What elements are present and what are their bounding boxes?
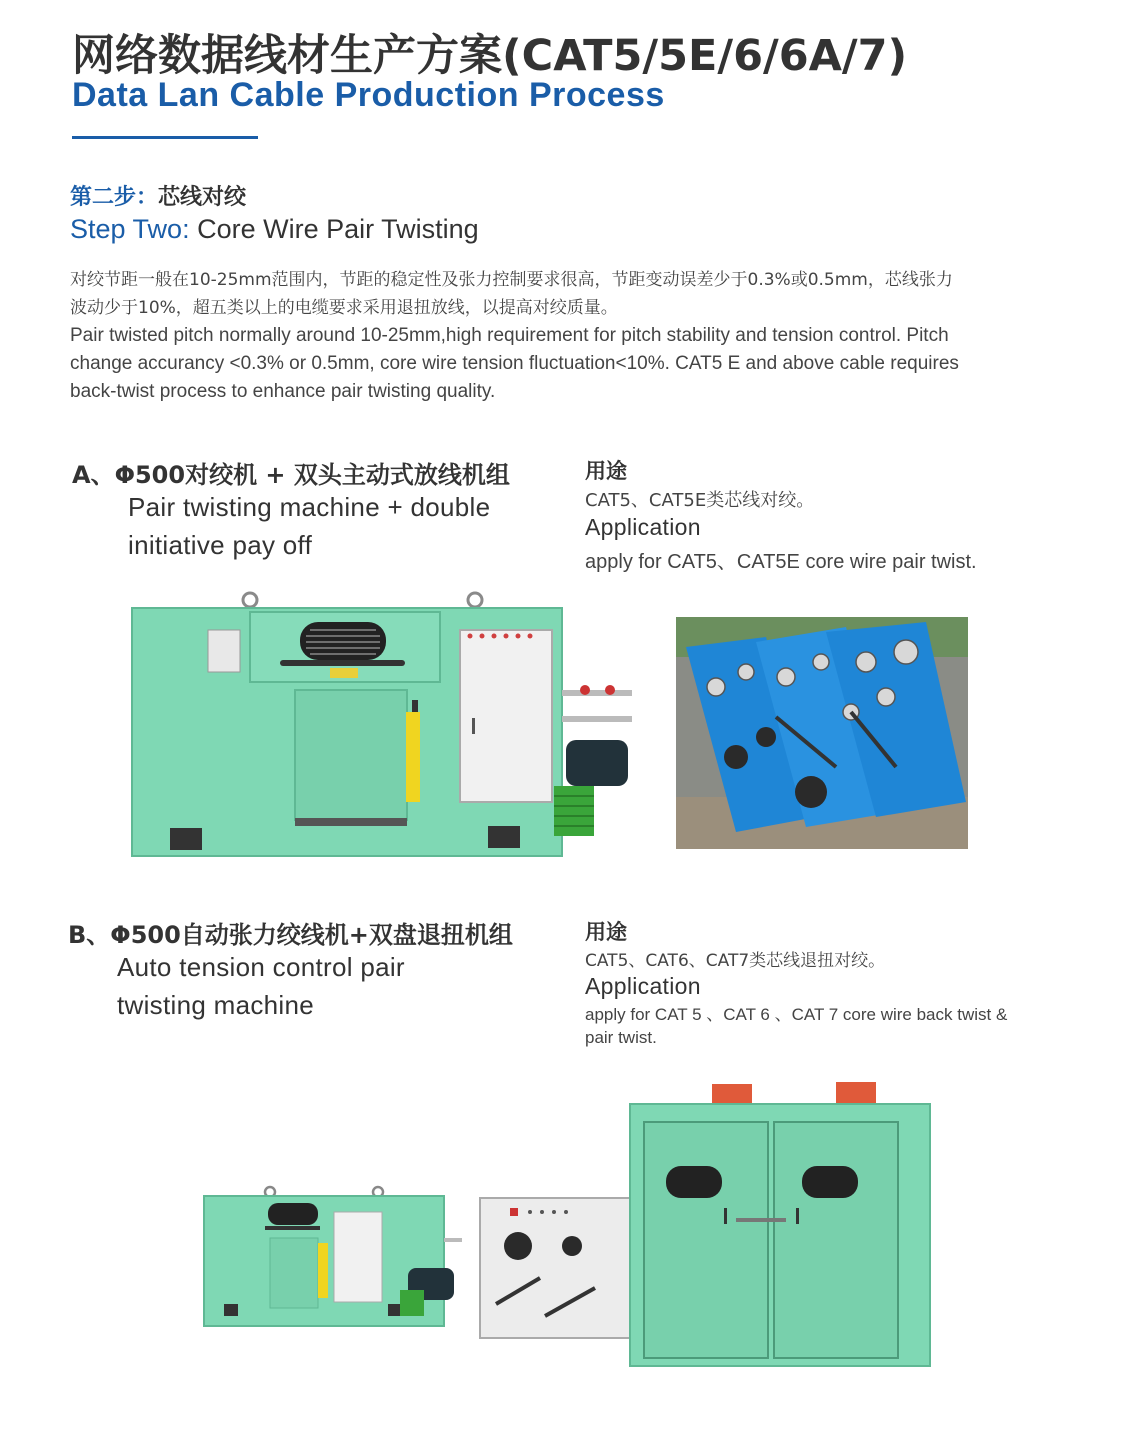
description-cn-line: 对绞节距一般在10-25mm范围内，节距的稳定性及张力控制要求很高，节距变动误差少于0.3%或0.5mm，芯线张力 [70,270,953,290]
section-a-usage-text: CAT5、CAT5E类芯线对绞。 [585,490,815,511]
page-title-cn: 网络数据线材生产方案(CAT5/5E/6/6A/7) [72,31,908,81]
description-en-line: back-twist process to enhance pair twisting quality. [70,381,496,402]
section-b-application-heading: Application [585,973,701,999]
section-b-title-en-line: Auto tension control pair [117,952,405,982]
section-b-usage-heading: 用途 [585,920,627,944]
title-underline [72,136,258,139]
description-cn-line: 波动少于10%，超五类以上的电缆要求采用退扭放线，以提高对绞质量。 [70,298,618,318]
section-a-title-en [128,488,490,564]
step-heading-cn [70,180,246,211]
section-a-title-cn: A、Φ500对绞机 + 双头主动式放线机组 [72,461,510,489]
section-a-usage-heading: 用途 [585,459,627,483]
section-a-title-en-line: initiative pay off [128,530,313,560]
section-a-application-text: apply for CAT5、CAT5E core wire pair twist. [585,551,977,573]
description-en-line: Pair twisted pitch normally around 10-25mm,high requirement for pitch stability and tension control. Pitch [70,325,949,346]
description-en-line: change accurancy <0.3% or 0.5mm, core wire tension fluctuation<10%. CAT5 E and above cable requires [70,353,959,374]
step-label-cn: 第二步： [70,185,159,210]
section-a-title-en-line: Pair twisting machine + double [128,492,491,522]
step-label-en: Step Two: [70,214,190,244]
page-title-en: Data Lan Cable Production Process [72,76,665,114]
section-b-application-text-line: apply for CAT 5 、CAT 6 、CAT 7 core wire back twist & [585,1005,1008,1024]
blue-payoff-machines-photo [676,617,968,849]
step-text-en: Core Wire Pair Twisting [197,214,479,244]
description-en [70,322,1070,406]
twisting-line-photo [200,1078,940,1378]
section-b-usage-text: CAT5、CAT6、CAT7类芯线退扭对绞。 [585,951,886,971]
section-b-application-text [585,1003,1007,1049]
step-text-cn: 芯线对绞 [158,185,247,210]
step-heading-en [70,214,479,245]
twisting-machine-photo [130,590,650,858]
section-b-title-en [117,948,405,1024]
section-b-title-en-line: twisting machine [117,990,314,1020]
description-cn [70,266,1070,322]
section-b-application-text-line: pair twist. [585,1028,657,1047]
section-a-application-heading: Application [585,514,701,540]
section-b-title-cn: B、Φ500自动张力绞线机+双盘退扭机组 [68,921,513,949]
